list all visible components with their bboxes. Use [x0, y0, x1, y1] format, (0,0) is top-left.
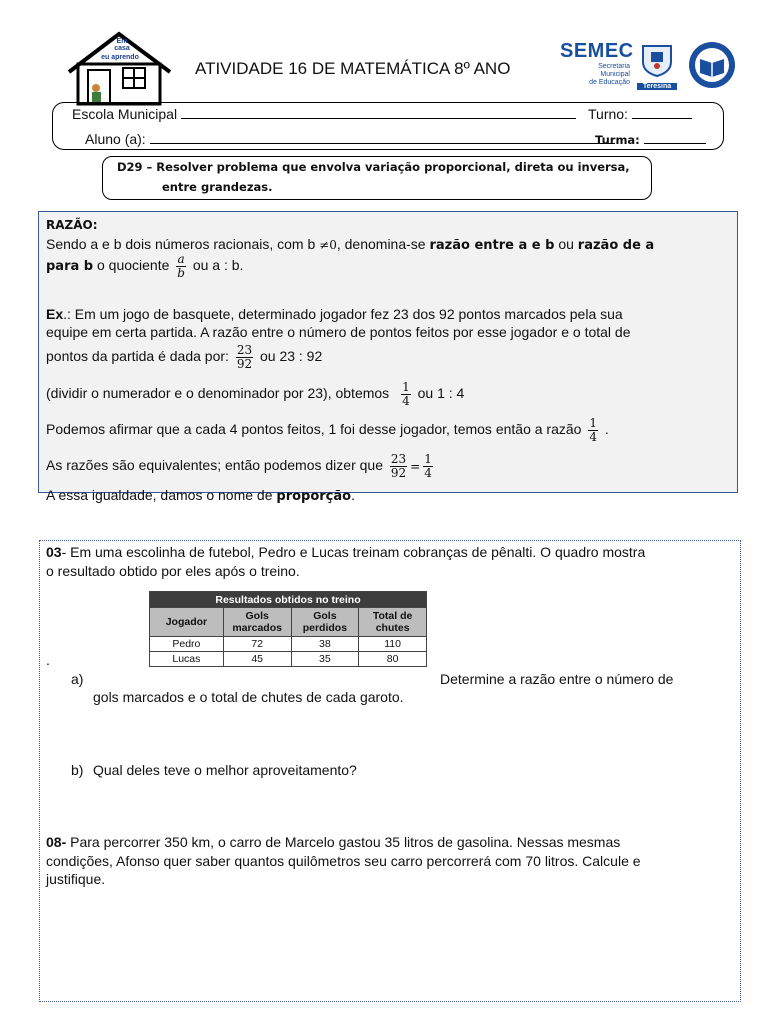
frac-num: a: [177, 252, 185, 266]
example-line-3: [46, 344, 322, 371]
fraction-23-over-92: [236, 344, 253, 371]
question-03-line-1: [46, 544, 645, 560]
skill-line-2: entre grandezas.: [162, 180, 273, 194]
frac-den: 92: [236, 357, 253, 371]
table-cell: 35: [291, 652, 359, 667]
shift-line[interactable]: [632, 105, 692, 119]
semec-name: SEMEC: [560, 40, 634, 62]
table-row: [150, 637, 427, 652]
frac-den: 4: [424, 466, 432, 480]
def-bold-2: razão de a: [577, 238, 655, 253]
example-line-2: equipe em certa partida. A razão entre o número de pontos feitos por esse jogador e o total de: [46, 324, 631, 340]
example-text-3b: ou 23 : 92: [256, 348, 323, 365]
fraction-1-over-4: [401, 381, 411, 408]
example-line-5: [46, 417, 609, 444]
example-label: Ex: [46, 306, 64, 322]
example-line-1: [46, 306, 623, 322]
table-caption: Resultados obtidos no treino: [150, 592, 427, 608]
example-text-3a: pontos da partida é dada por:: [46, 348, 233, 365]
table-header: Gols perdidos: [291, 608, 359, 637]
class-field[interactable]: [595, 132, 706, 147]
example-text-7a: A essa igualdade, damos o nome de: [46, 487, 277, 503]
table-header: Total de chutes: [359, 608, 427, 637]
table-row: [150, 652, 427, 667]
frac-den: 4: [589, 430, 597, 444]
def-bold-3: para b: [46, 259, 94, 275]
item-b-label: b): [71, 762, 84, 778]
question-08-line-1: [46, 834, 620, 850]
skill-line-1: D29 – Resolver problema que envolva variação proporcional, direta ou inversa,: [117, 160, 630, 174]
equals-sign: =: [410, 459, 421, 474]
student-line[interactable]: [150, 130, 615, 144]
frac-num: 23: [390, 452, 407, 466]
table-cell: Lucas: [150, 652, 224, 667]
frac-den: 92: [390, 466, 407, 480]
example-text-1: .: Em um jogo de basquete, determinado jogador fez 23 dos 92 pontos marcados pela sua: [63, 306, 623, 322]
frac-num: 1: [402, 380, 410, 394]
table-cell: 110: [359, 637, 427, 652]
def-neq: ≠0: [319, 238, 337, 252]
book-seal-icon: [688, 41, 736, 89]
question-08-line-2: condições, Afonso quer saber quantos quilômetros seu carro percorrerá com 70 litros. Calcule e: [46, 853, 641, 869]
frac-num: 23: [236, 343, 253, 357]
crest-icon: [637, 42, 677, 78]
logo-word-3: eu aprendo: [101, 54, 139, 61]
student-field[interactable]: [85, 130, 615, 147]
shift-field[interactable]: [588, 105, 692, 122]
class-label: Turma:: [595, 133, 640, 147]
stray-dot: .: [46, 652, 50, 668]
def-text-2: , denomina-se: [336, 236, 430, 252]
fraction-1-over-4-b: [588, 417, 598, 444]
def-text-5: ou a : b.: [188, 257, 244, 274]
def-bold-1: razão entre a e b: [429, 238, 555, 253]
example-line-6: [46, 453, 436, 480]
question-03-line-2: o resultado obtido por eles após o treino.: [46, 563, 300, 579]
item-a-label: a): [71, 671, 84, 687]
logo-word-1: Em: [116, 38, 128, 45]
city-crest: [637, 42, 677, 88]
semec-logo: [560, 40, 634, 90]
example-text-5b: .: [600, 421, 609, 438]
table-cell: 38: [291, 637, 359, 652]
item-b-text: Qual deles teve o melhor aproveitamento?: [93, 762, 357, 778]
frac-num: 1: [424, 452, 432, 466]
example-line-4: [46, 381, 464, 408]
frac-den: b: [177, 266, 185, 280]
house-logo-text: [106, 38, 138, 52]
def-text-3: ou: [554, 236, 578, 252]
example-text-4b: ou 1 : 4: [413, 385, 465, 402]
page-title: ATIVIDADE 16 DE MATEMÁTICA 8º ANO: [195, 59, 511, 78]
question-08-text-1: Para percorrer 350 km, o carro de Marcelo gastou 35 litros de gasolina. Nessas mesmas: [66, 834, 621, 850]
class-line[interactable]: [644, 132, 706, 144]
table-cell: Pedro: [150, 637, 224, 652]
student-label: Aluno (a):: [85, 131, 146, 147]
fraction-1-over-4-c: [423, 453, 433, 480]
question-08-line-3: justifique.: [46, 871, 106, 887]
example-text-4a: (dividir o numerador e o denominador por 23), obtemos: [46, 385, 394, 402]
item-a-line-1: Determine a razão entre o número de: [440, 671, 674, 687]
table-cell: 80: [359, 652, 427, 667]
school-line[interactable]: [181, 105, 576, 119]
school-label: Escola Municipal: [72, 106, 178, 122]
house-logo: [66, 30, 176, 106]
city-label: Teresina: [637, 83, 677, 90]
frac-num: 1: [589, 416, 597, 430]
education-seal: [688, 41, 736, 89]
example-text-6a: As razões são equivalentes; então podemos dizer que: [46, 457, 387, 474]
ratio-definition-line-1: [46, 236, 654, 253]
fraction-a-over-b: [176, 253, 186, 280]
question-08-number: 08-: [46, 834, 67, 850]
example-text-7b: .: [351, 487, 355, 503]
semec-line-1: Secretaria: [598, 63, 630, 70]
table-cell: 45: [223, 652, 291, 667]
table-header: Jogador: [150, 608, 224, 637]
table-header: Gols marcados: [223, 608, 291, 637]
example-line-7: [46, 487, 355, 504]
def-text-1: Sendo a e b dois números racionais, com b: [46, 236, 320, 252]
question-03-number: 03: [46, 544, 62, 560]
proportion-term: proporção: [276, 489, 352, 504]
item-a-line-2: gols marcados e o total de chutes de cada garoto.: [93, 689, 404, 705]
def-text-4: o quociente: [93, 257, 174, 274]
fraction-23-over-92-b: [390, 453, 407, 480]
table-cell: 72: [223, 637, 291, 652]
semec-line-2: Municipal: [600, 71, 630, 78]
ratio-definition-line-2: [46, 253, 243, 280]
logo-word-2: casa: [114, 45, 130, 52]
frac-den: 4: [402, 394, 410, 408]
semec-line-3: de Educação: [589, 79, 630, 86]
question-03-text-1: - Em uma escolinha de futebol, Pedro e Lucas treinam cobranças de pênalti. O quadro mostra: [61, 544, 646, 560]
results-table: [149, 591, 427, 667]
example-text-5a: Podemos afirmar que a cada 4 pontos feitos, 1 foi desse jogador, temos então a razão: [46, 421, 586, 438]
school-field[interactable]: [72, 105, 576, 122]
ratio-heading: RAZÃO:: [46, 218, 98, 232]
shift-label: Turno:: [588, 106, 628, 122]
